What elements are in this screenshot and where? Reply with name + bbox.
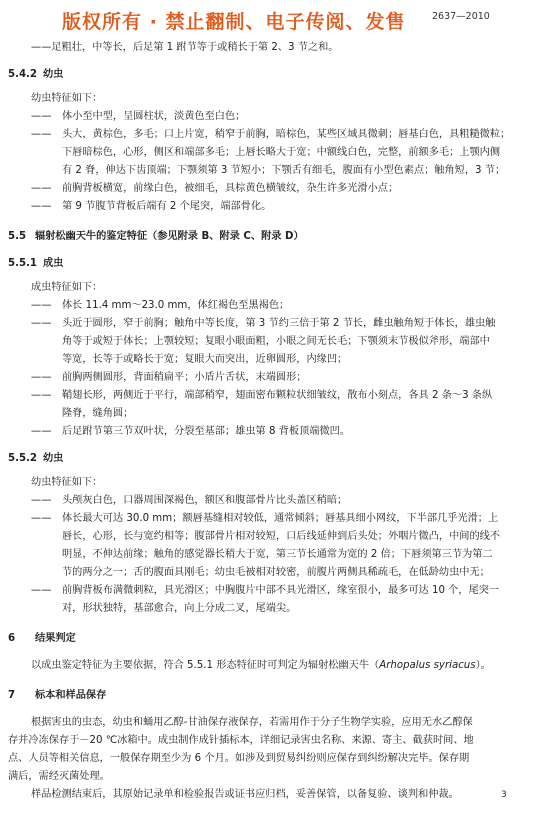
list-item-line: 有 2 脊，伸达下齿顶端；下颚须第 3 节短小；下颚舌有细毛，腹面有小型色素点；触角短，3 节； [62,165,506,176]
item-text: 前胸背板布满微刺粒，具光滑区；中胸腹片中部不具光滑区，缘室很小，最多可达 10 个，尾突一 [62,585,500,596]
section-heading-5-5-2 [8,450,520,468]
list-item-line: 下唇暗棕色，心形，侧区和端部多毛；上唇长略大于宽；中额线白色，完整，前额多毛；上颚内侧 [62,147,501,158]
dash-marker: —— [31,372,52,383]
dash-marker: —— [31,129,52,140]
list-item-line [8,108,520,126]
list-item-line [8,126,520,144]
dash-marker: —— [31,426,52,437]
dash-marker: —— [31,495,52,506]
dash-marker: —— [31,390,52,401]
item-text: 鞘翅长形，两侧近于平行，端部稍窄，翅面密布颗粒状细皱纹，散布小刻点，各具 2 条～3 条纵 [62,390,493,401]
item-text: 体长最大可达 30.0 mm；额唇基缝相对较低，通常倾斜；唇基具细小网纹，下半部几乎光滑；上 [62,513,499,524]
section-title: 标本和样品保存 [35,690,107,701]
result-text-end: ）。 [475,660,491,671]
section-intro: 幼虫特征如下： [31,93,103,104]
section-title: 幼虫 [43,69,64,80]
item-text: 头近于圆形，窄于前胸；触角中等长度，第 3 节约三倍于第 2 节长，雌虫触角短于体长，雄虫触 [62,318,496,329]
item-text: 前胸两侧圆形，背面稍扁平；小盾片舌状，末端圆形； [62,372,307,383]
section-number: 5.5.2 [8,453,38,464]
item-text: 体小至中型，呈圆柱状，淡黄色至白色； [62,111,246,122]
section-heading-7 [8,687,520,705]
copyright-watermark: 版权所有 · 禁止翻制、电子传阅、发售 [62,11,406,33]
list-item-line [8,198,520,216]
item-text: 后足跗节第三节双叶状，分裂至基部；雄虫第 8 背板顶端微凹。 [62,426,351,437]
list-item-line [8,387,520,405]
section-heading-6 [8,630,520,648]
section-heading-5-5 [8,228,520,246]
item-text: 体长 11.4 mm～23.0 mm，体红褐色至黑褐色； [62,300,290,311]
section-number: 6 [8,633,16,644]
feature-list-5-4-2 [8,108,520,216]
section-number: 5.5.1 [8,258,38,269]
list-item-line: 隆脊，缝角圆； [62,408,134,419]
list-item-line: 角等于或短于体长；上颚较短；复眼小眼面粗，小眼之间无长毛；下颚须末节极似斧形，端部中 [62,336,490,347]
standard-number: 2637—2010 [432,11,490,22]
page-number: 3 [501,790,507,800]
section-heading-5-5-1 [8,255,520,273]
dash-marker: —— [31,318,52,329]
continued-item: ——足粗壮，中等长，后足第 1 跗节等于或稍长于第 2、3 节之和。 [31,42,339,53]
list-item-line: 等宽，长等于或略长于宽；复眼大而突出，近卵圆形，内缘凹； [62,354,348,365]
storage-paragraphs [8,714,520,804]
feature-list-5-5-1 [8,297,520,441]
feature-list-5-5-2 [8,492,520,618]
list-item-line: 唇长，心形，长与宽约相等；腹部骨片相对较短，口后线延伸到后头处；外咽片微凸，中间的线不 [62,531,501,542]
list-item-line: 明显，不伸达前缘；触角的感觉器长稍大于宽，第三节长通常为宽的 2 倍；下唇须第三节为第二 [62,549,493,560]
list-item-line [8,492,520,510]
section-heading-5-4-2 [8,66,520,84]
dash-marker: —— [31,201,52,212]
list-item-line [8,315,520,333]
dash-marker: —— [31,513,52,524]
species-name: Arhopalus syriacus [379,660,476,671]
item-text: 第 9 节腹节背板后端有 2 个尾突，端部骨化。 [62,201,272,212]
section-title: 结果判定 [35,633,76,644]
list-item-line: 对，形状独特，基部愈合，向上分成二叉，尾端尖。 [62,603,297,614]
item-text: 前胸背板横宽，前缘白色，被细毛，具棕黄色横皱纹，杂生许多光滑小点； [62,183,399,194]
paragraph-line: 样品检测结束后，其原始记录单和检验报告或证书应归档，妥善保管，以备复验、谈判和仲裁。 [31,789,459,800]
dash-marker: —— [31,585,52,596]
item-text: 头大，黄棕色，多毛；口上片宽，稍窄于前胸，暗棕色，某些区域具微刺；唇基白色，具粗糙微粒； [62,129,511,140]
paragraph-line: 存并冷冻保存于－20 ℃冰箱中。成虫制作成针插标本，详细记录害虫名称、来源、寄主、截获时间、地 [8,735,474,746]
dash-marker: —— [31,111,52,122]
section-intro: 幼虫特征如下： [31,477,103,488]
section-title: 辐射松幽天牛的鉴定特征（参见附录 B、附录 C、附录 D） [35,231,304,242]
result-text: 以成虫鉴定特征为主要依据，符合 5.5.1 形态特征时可判定为辐射松幽天牛（ [31,660,380,671]
result-paragraph [8,657,520,675]
dash-marker: —— [31,300,52,311]
paragraph-line: 满后，需经灭菌处理。 [8,771,110,782]
list-item-line [8,510,520,528]
list-item-line [8,423,520,441]
paragraph-line: 根据害虫的虫态，幼虫和蛹用乙醇-甘油保存液保存，若需用作于分子生物学实验，应用无水乙醇保 [31,717,473,728]
section-intro: 成虫特征如下： [31,282,103,293]
list-item-line [8,180,520,198]
list-item-line: 节的两分之一；舌的腹面具刚毛；幼虫毛被相对较密，前腹片两侧具稀疏毛，在低龄幼虫中无； [62,567,490,578]
section-title: 幼虫 [43,453,64,464]
paragraph-line: 点、人员等相关信息，一般保存期至少为 6 个月。如涉及到贸易纠纷则应保存到纠纷解决完毕。保存期 [8,753,470,764]
item-text: 头颅灰白色，口器周围深褐色，额区和腹部骨片比头盖区稍暗； [62,495,348,506]
section-number: 5.4.2 [8,69,38,80]
dash-marker: —— [31,183,52,194]
list-item-line [8,297,520,315]
document-body [8,39,520,804]
section-title: 成虫 [43,258,64,269]
section-number: 7 [8,690,16,701]
list-item-line [8,369,520,387]
list-item-line [8,582,520,600]
section-number: 5.5 [8,231,27,242]
